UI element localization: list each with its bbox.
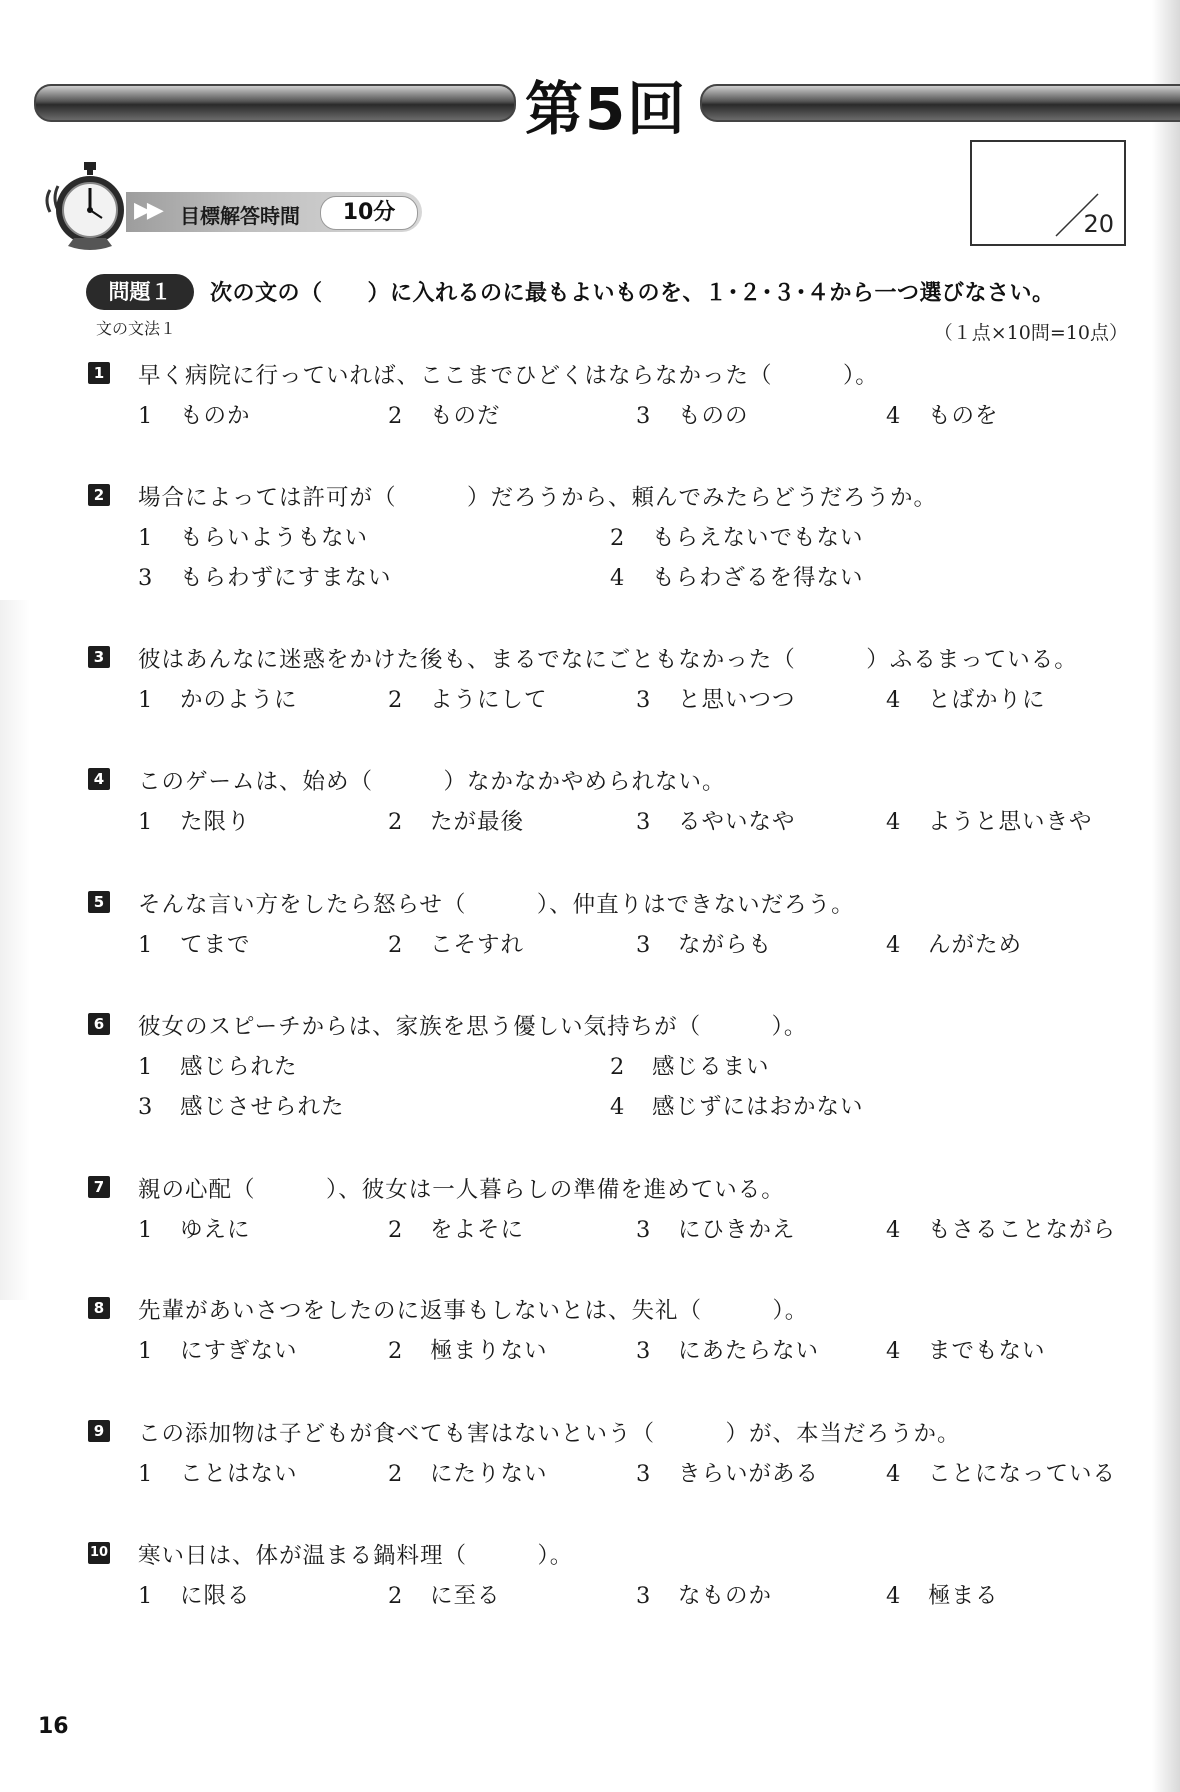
answer-option[interactable] [886,398,999,430]
option-number: 2 [610,525,626,551]
option-text: ようと思いきや [928,809,1093,835]
option-number: 1 [138,1217,154,1243]
answer-option[interactable] [138,398,251,430]
option-text: てまで [180,932,251,958]
answer-option[interactable] [636,804,796,836]
double-arrow-icon: ▶▶ [134,198,160,223]
answer-option[interactable] [636,682,796,714]
option-number: 4 [610,565,626,591]
option-number: 3 [636,1461,652,1487]
option-number: 1 [138,525,154,551]
answer-option[interactable] [138,682,298,714]
option-text: たが最後 [430,809,525,835]
answer-option[interactable] [388,1456,548,1488]
answer-option[interactable] [886,927,1022,959]
answer-option[interactable] [886,804,1093,836]
option-text: きらいがある [678,1461,820,1487]
answer-option[interactable] [636,1578,772,1610]
header-bar-right [700,84,1180,122]
question-text: そんな言い方をしたら怒らせ（ ）、仲直りはできないだろう。 [138,892,855,918]
option-text: 感じずにはおかない [652,1094,864,1120]
problem-points: （１点×10問=10点） [933,322,1128,344]
option-number: 4 [886,1338,902,1364]
question-number: 8 [88,1297,110,1319]
answer-option[interactable] [138,1212,251,1244]
option-text: もさることながら [928,1217,1117,1243]
question-number: 3 [88,646,110,668]
answer-option[interactable] [388,398,501,430]
option-number: 1 [138,1054,154,1080]
option-number: 3 [636,1338,652,1364]
option-number: 3 [636,403,652,429]
option-text: をよそに [430,1217,525,1243]
option-number: 1 [138,932,154,958]
answer-option[interactable] [636,1212,796,1244]
option-text: 極まりない [430,1338,548,1364]
question-text: 先輩があいさつをしたのに返事もしないとは、失礼（ ）。 [138,1298,809,1324]
option-text: に限る [180,1583,251,1609]
option-number: 3 [636,1217,652,1243]
answer-option[interactable] [138,1333,298,1365]
option-number: 1 [138,1338,154,1364]
question-text: 彼はあんなに迷惑をかけた後も、まるでなにごともなかった（ ）ふるまっている。 [138,647,1078,673]
chapter-title: 第5回 [524,75,688,143]
answer-option[interactable] [610,1089,864,1121]
answer-option[interactable] [886,1578,999,1610]
question-text: 親の心配（ ）、彼女は一人暮らしの準備を進めている。 [138,1177,785,1203]
page-shade-left [0,600,30,1300]
option-number: 2 [388,1338,404,1364]
question-number: 6 [88,1013,110,1035]
score-total: 20 [1083,210,1114,238]
answer-option[interactable] [138,560,392,592]
question-number: 2 [88,484,110,506]
header-bar-left [34,84,516,122]
question-text: 早く病院に行っていれば、ここまでひどくはならなかった（ ）。 [138,363,879,389]
question-text: この添加物は子どもが食べても害はないという（ ）が、本当だろうか。 [138,1421,961,1447]
option-text: 感じられた [180,1054,298,1080]
option-text: こそすれ [430,932,525,958]
option-number: 4 [886,687,902,713]
answer-option[interactable] [610,560,864,592]
answer-option[interactable] [388,1212,524,1244]
answer-option[interactable] [388,804,524,836]
answer-option[interactable] [138,1456,298,1488]
option-number: 2 [388,809,404,835]
question-number: 5 [88,891,110,913]
page-shade-right [1152,0,1180,1792]
option-text: もらえないでもない [652,525,864,551]
option-text: 感じさせられた [180,1094,345,1120]
option-text: ながらも [678,932,773,958]
option-text: ものの [678,403,749,429]
target-time-label: 目標解答時間 [180,204,300,228]
answer-option[interactable] [886,1212,1116,1244]
option-number: 4 [886,403,902,429]
option-number: 2 [388,687,404,713]
question-number: 10 [88,1542,110,1564]
question-number: 9 [88,1420,110,1442]
option-text: た限り [180,809,251,835]
answer-option[interactable] [388,927,524,959]
option-text: んがため [928,932,1023,958]
option-number: 4 [886,809,902,835]
answer-option[interactable] [636,927,772,959]
answer-option[interactable] [636,1333,819,1365]
option-number: 1 [138,403,154,429]
option-number: 1 [138,1583,154,1609]
option-text: ようにして [430,687,548,713]
option-text: に至る [430,1583,501,1609]
option-number: 3 [138,565,154,591]
option-number: 2 [388,1583,404,1609]
answer-option[interactable] [388,1333,548,1365]
option-text: るやいなや [678,809,796,835]
option-number: 1 [138,1461,154,1487]
option-number: 2 [388,932,404,958]
option-text: までもない [928,1338,1046,1364]
option-number: 3 [636,809,652,835]
option-text: 極まる [928,1583,999,1609]
option-text: もらわずにすまない [180,565,392,591]
answer-option[interactable] [610,520,864,552]
option-text: もらわざるを得ない [652,565,864,591]
option-text: ものか [180,403,251,429]
question-number: 1 [88,362,110,384]
option-number: 1 [138,687,154,713]
option-number: 1 [138,809,154,835]
option-number: 2 [610,1054,626,1080]
option-number: 4 [610,1094,626,1120]
option-text: ことになっている [928,1461,1117,1487]
question-number: 7 [88,1176,110,1198]
option-number: 4 [886,1217,902,1243]
answer-option[interactable] [388,682,548,714]
option-text: 感じるまい [652,1054,770,1080]
target-time-value: 10分 [320,196,418,230]
option-text: ことはない [180,1461,298,1487]
answer-option[interactable] [138,1049,298,1081]
option-number: 2 [388,1217,404,1243]
answer-option[interactable] [886,1456,1116,1488]
answer-option[interactable] [610,1049,770,1081]
option-text: ものを [928,403,999,429]
answer-option[interactable] [886,682,1046,714]
option-text: なものか [678,1583,773,1609]
question-number: 4 [88,768,110,790]
question-text: 場合によっては許可が（ ）だろうから、頼んでみたらどうだろうか。 [138,485,938,511]
answer-option[interactable] [636,1456,819,1488]
option-number: 3 [636,1583,652,1609]
score-box [970,140,1126,246]
option-text: にひきかえ [678,1217,796,1243]
option-number: 3 [636,687,652,713]
problem-category: 文の文法１ [96,319,177,338]
answer-option[interactable] [138,804,251,836]
answer-option[interactable] [138,1089,345,1121]
option-number: 4 [886,1461,902,1487]
option-number: 3 [636,932,652,958]
option-number: 4 [886,932,902,958]
question-text: このゲームは、始め（ ）なかなかやめられない。 [138,769,726,795]
option-number: 2 [388,403,404,429]
answer-option[interactable] [388,1578,501,1610]
option-text: とばかりに [928,687,1046,713]
option-text: ものだ [430,403,501,429]
option-text: にあたらない [678,1338,820,1364]
option-number: 4 [886,1583,902,1609]
question-text: 彼女のスピーチからは、家族を思う優しい気持ちが（ ）。 [138,1014,808,1040]
answer-option[interactable] [886,1333,1046,1365]
page-number: 16 [38,1714,69,1739]
problem-instruction: 次の文の（ ）に入れるのに最もよいものを、１･２･３･４から一つ選びなさい。 [210,281,1055,306]
stopwatch-icon [42,160,132,250]
answer-option[interactable] [636,398,749,430]
answer-option[interactable] [138,927,251,959]
option-text: ゆえに [180,1217,251,1243]
option-text: もらいようもない [180,525,369,551]
option-number: 3 [138,1094,154,1120]
answer-option[interactable] [138,1578,251,1610]
option-text: かのように [180,687,298,713]
option-text: と思いつつ [678,687,796,713]
question-text: 寒い日は、体が温まる鍋料理（ ）。 [138,1543,574,1569]
answer-option[interactable] [138,520,368,552]
problem-badge: 問題１ [86,274,194,310]
option-number: 2 [388,1461,404,1487]
option-text: にたりない [430,1461,548,1487]
option-text: にすぎない [180,1338,298,1364]
